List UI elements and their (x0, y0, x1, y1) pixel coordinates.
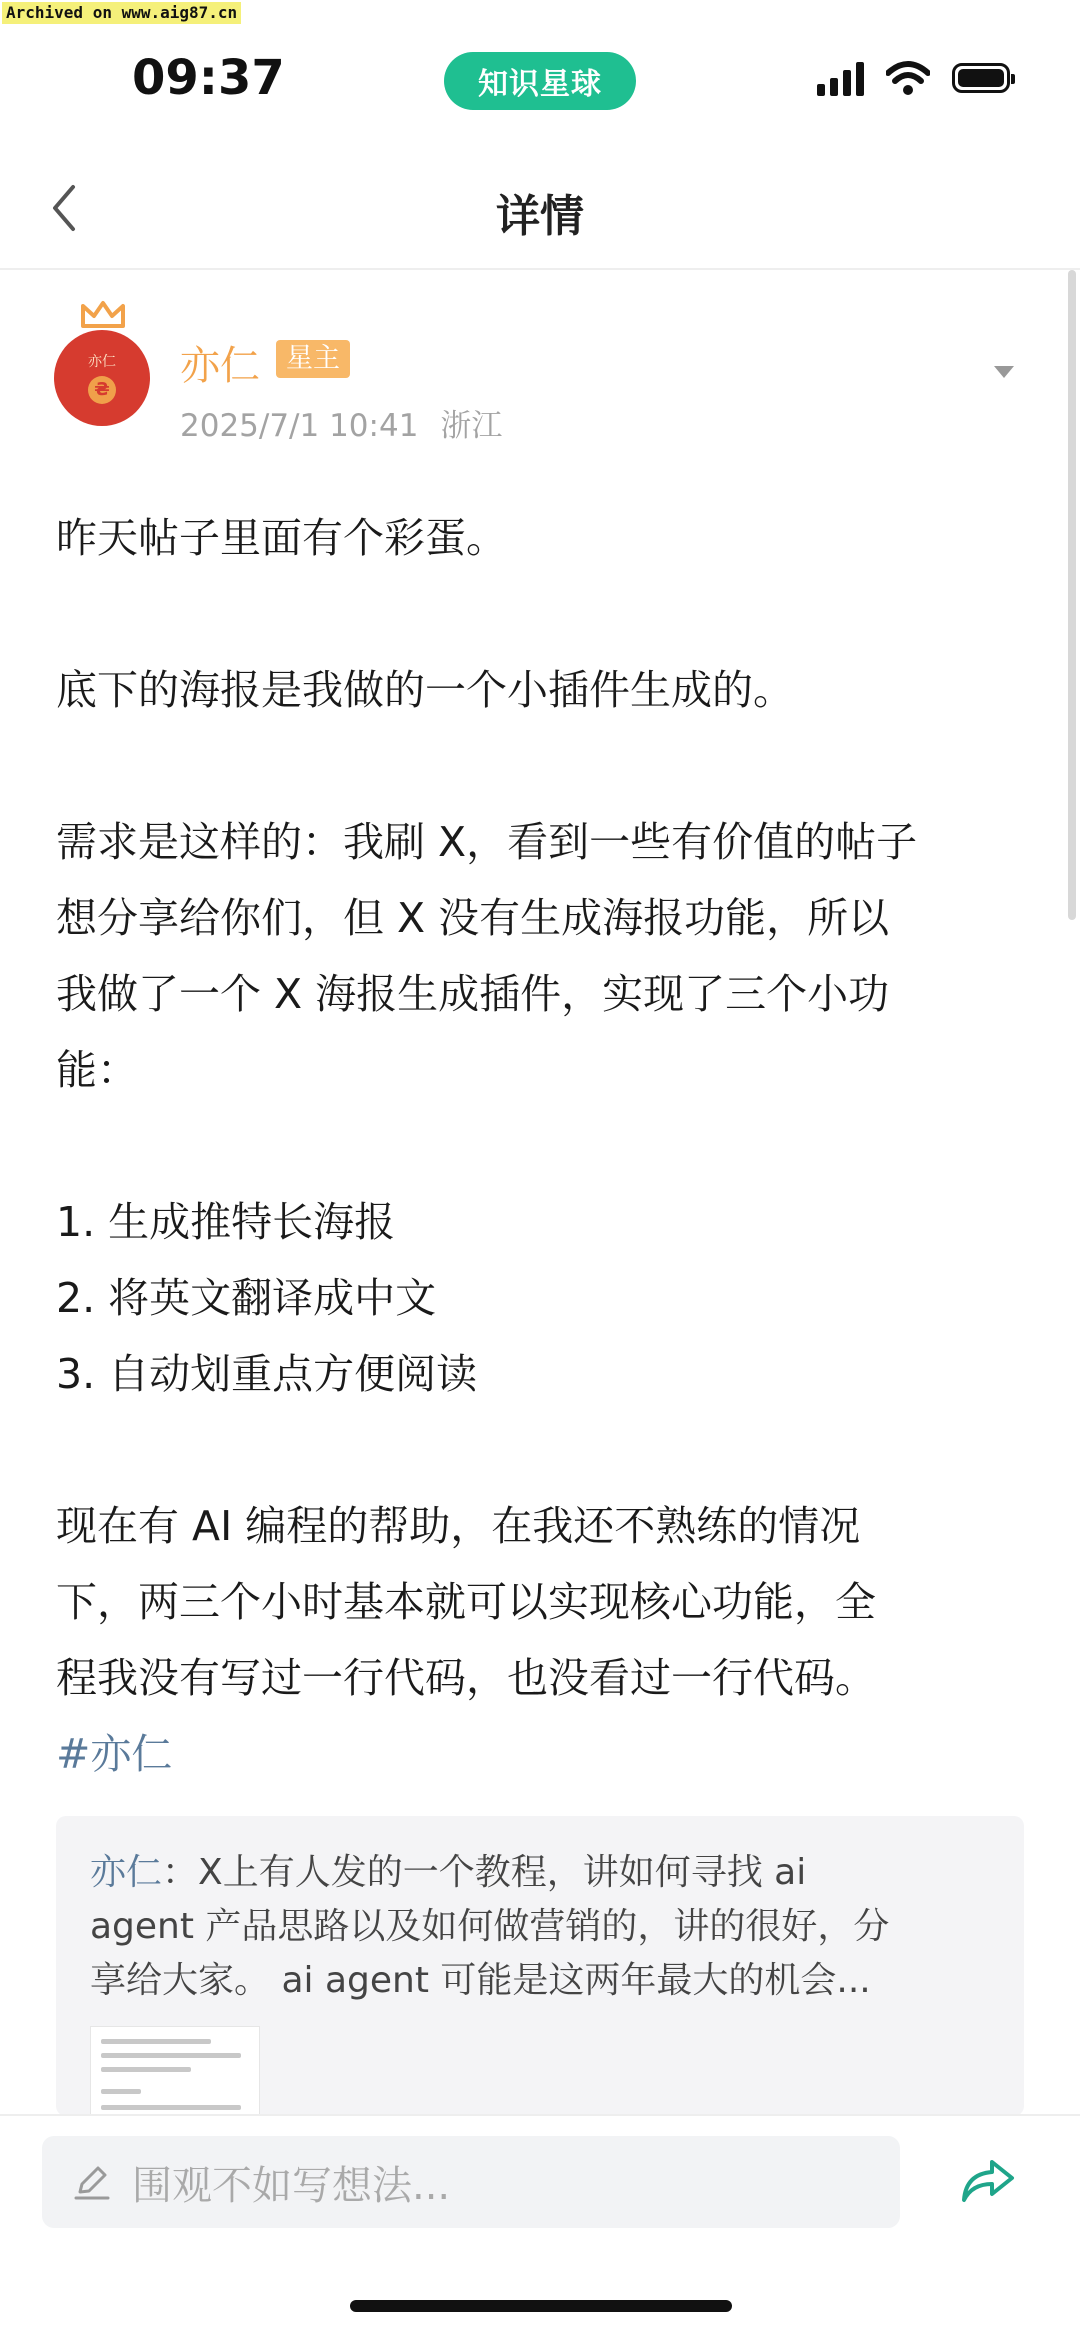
wifi-icon (886, 61, 930, 95)
post-content (56, 500, 1036, 1792)
post-date: 2025/7/1 10:41 (180, 408, 419, 444)
app-name-pill: 知识星球 (444, 52, 636, 110)
post-paragraph-line: 我做了一个 X 海报生成插件，实现了三个小功 (56, 970, 890, 1018)
scrollbar[interactable] (1068, 270, 1076, 920)
author-name[interactable]: 亦仁 (180, 343, 260, 389)
avatar (54, 330, 150, 426)
triangle-down-icon (992, 364, 1016, 380)
comment-input[interactable] (42, 2136, 900, 2228)
battery-icon (952, 63, 1010, 93)
list-item: 2. 将英文翻译成中文 (56, 1274, 437, 1322)
quoted-line: 享给大家。 ai agent 可能是这两年最大的机会... (90, 1960, 871, 2001)
nav-bar (0, 150, 1080, 270)
post-paragraph-line: 程我没有写过一行代码，也没看过一行代码。 (56, 1654, 876, 1702)
post-paragraph-line: 能： (56, 1046, 138, 1094)
status-icons (817, 60, 1010, 96)
post-paragraph-line: 现在有 AI 编程的帮助，在我还不熟练的情况 (56, 1502, 861, 1550)
post-paragraph-line: 下，两三个小时基本就可以实现核心功能，全 (56, 1578, 876, 1626)
crown-icon (80, 300, 126, 330)
quoted-line: X上有人发的一个教程，讲如何寻找 ai (198, 1852, 807, 1893)
avatar-label: 亦仁 (88, 354, 116, 370)
status-bar (0, 0, 1080, 150)
post-meta (180, 400, 502, 445)
pencil-icon (72, 2162, 112, 2202)
share-icon (958, 2156, 1018, 2206)
status-time: 09:37 (132, 50, 285, 106)
page-title: 详情 (496, 191, 584, 242)
cellular-signal-icon (817, 60, 864, 96)
avatar-glyph: ₴ (88, 376, 116, 404)
quoted-post-text (90, 1846, 1000, 2008)
quoted-post-card[interactable] (56, 1816, 1024, 2116)
list-item: 1. 生成推特长海报 (56, 1198, 396, 1246)
author-avatar[interactable] (54, 300, 154, 430)
list-item: 3. 自动划重点方便阅读 (56, 1350, 478, 1398)
post-paragraph-line: 需求是这样的：我刷 X，看到一些有价值的帖子 (56, 818, 918, 866)
watermark: Archived on www.aig87.cn (2, 2, 241, 24)
post-paragraph: 昨天帖子里面有个彩蛋。 (56, 514, 507, 562)
post-paragraph-line: 想分享给你们，但 X 没有生成海报功能，所以 (56, 894, 890, 942)
quoted-author[interactable]: 亦仁 (90, 1852, 163, 1893)
quoted-thumbnail[interactable] (90, 2026, 260, 2116)
share-button[interactable] (958, 2156, 1018, 2210)
hashtag-link[interactable]: #亦仁 (56, 1730, 173, 1778)
home-indicator[interactable] (350, 2300, 732, 2312)
comment-placeholder: 围观不如写想法... (132, 2162, 451, 2209)
more-options-button[interactable] (992, 364, 1016, 384)
owner-badge: 星主 (276, 340, 350, 378)
quoted-separator: ： (162, 1852, 199, 1893)
post-paragraph: 底下的海报是我做的一个小插件生成的。 (56, 666, 794, 714)
post-location: 浙江 (440, 408, 503, 444)
quoted-line: agent 产品思路以及如何做营销的，讲的很好，分 (90, 1906, 890, 1947)
